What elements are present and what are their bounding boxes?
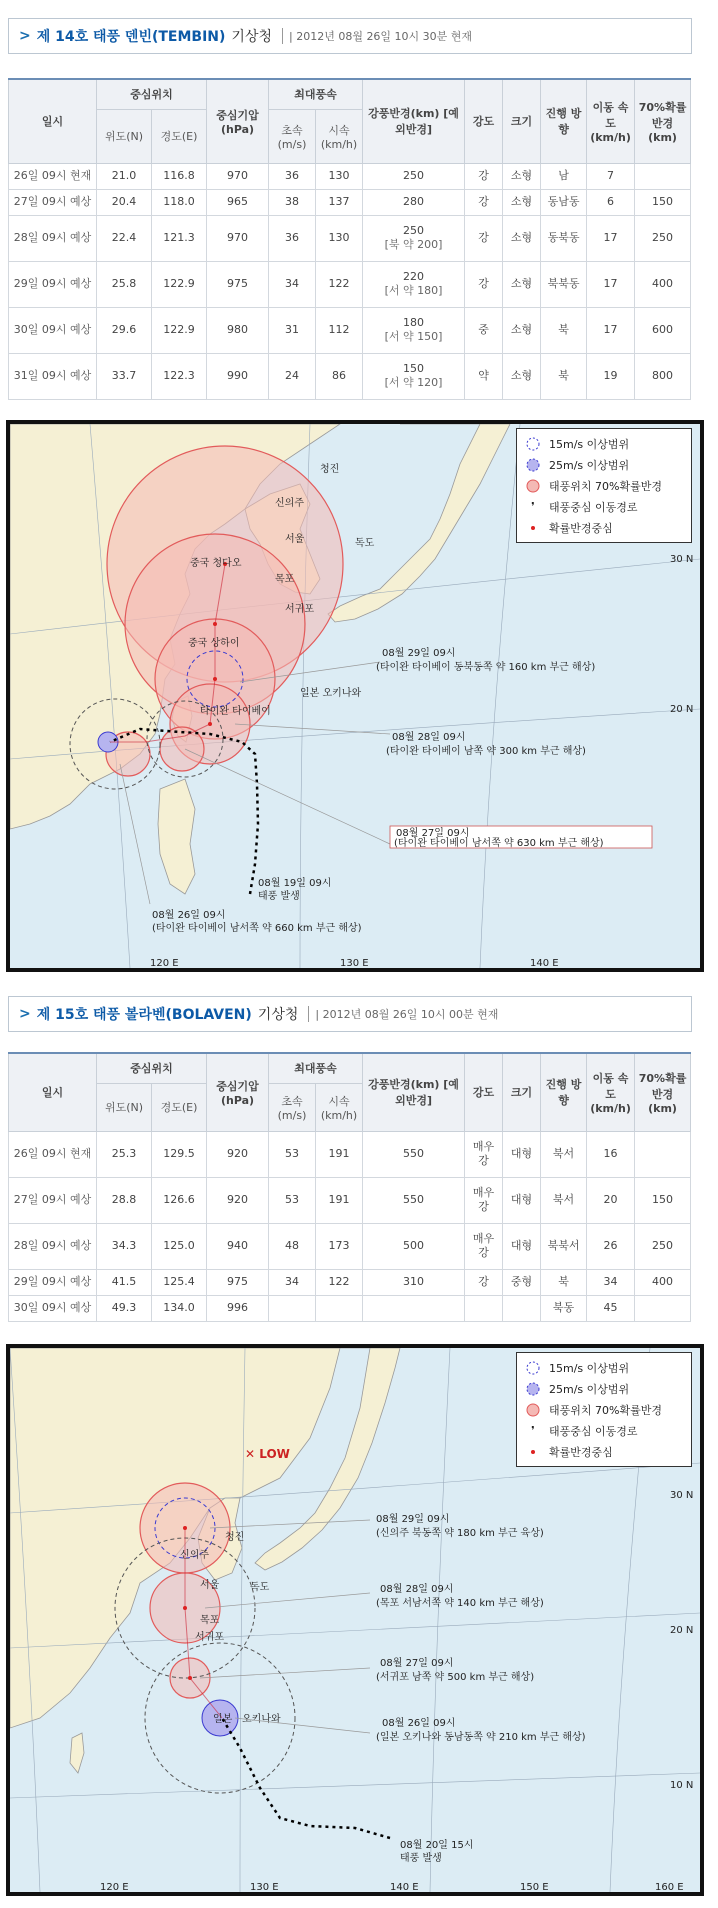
header-maxwind: 최대풍속 [269,1053,363,1083]
table-cell: 220 [서 약 180] [363,261,465,307]
map2-legend [516,1352,692,1467]
legend-r15: 15m/s 이상범위 [523,1357,685,1378]
header-direction: 진행 방향 [541,1053,587,1131]
table-cell: 17 [587,261,635,307]
title-arrow-icon: > [19,1006,31,1022]
section2-time: | 2012년 08월 26일 10시 00분 현재 [308,1006,498,1022]
ann-28-time: 08월 28일 09시 [392,732,466,743]
table-cell: 북동 [541,1295,587,1321]
table-cell: 118.0 [152,189,207,215]
table-cell: 800 [635,353,691,399]
legend-prob: 태풍위치 70%확률반경 [523,475,685,496]
grid-lon130: 130 E [250,1882,279,1892]
table-cell: 86 [316,353,363,399]
table-cell: 126.6 [152,1177,207,1223]
ann-28-desc: (목포 서남서쪽 약 140 km 부근 해상) [376,1598,544,1609]
table-cell: 30일 09시 예상 [9,307,97,353]
table-cell: 250 [635,215,691,261]
table-cell: 매우 강 [465,1177,503,1223]
table-cell: 강 [465,261,503,307]
grid-lat20: 20 N [670,704,694,715]
ann-27-desc: (타이완 타이베이 남서쪽 약 630 km 부근 해상) [394,838,604,849]
table-cell: 북서 [541,1131,587,1177]
table-cell: 29.6 [97,307,152,353]
ann-26-desc: (일본 오키나와 동남동쪽 약 210 km 부근 해상) [376,1732,586,1743]
header-lat: 위도(N) [97,1083,152,1131]
table-cell: 49.3 [97,1295,152,1321]
table-row [9,215,691,261]
ann-20-time: 08월 20일 15시 [400,1840,474,1851]
table-cell: 125.0 [152,1223,207,1269]
table-cell: 400 [635,261,691,307]
table-cell: 36 [269,163,316,189]
table-cell: 21.0 [97,163,152,189]
table-row [9,1223,691,1269]
label-seoul: 서울 [200,1580,220,1591]
table-cell: 24 [269,353,316,399]
table-cell: 112 [316,307,363,353]
bolaven-map [6,1344,704,1896]
legend-prob: 태풍위치 70%확률반경 [523,1399,685,1420]
ann-28-desc: (타이완 타이베이 남쪽 약 300 km 부근 해상) [386,746,586,757]
header-lat: 위도(N) [97,109,152,163]
table-cell: 강 [465,163,503,189]
grid-lon150: 150 E [520,1882,549,1892]
label-qingdao: 중국 청다오 [190,558,242,569]
table-cell: 122 [316,261,363,307]
grid-lon140: 140 E [530,958,559,968]
table-cell: 970 [207,215,269,261]
grid-lon140: 140 E [390,1882,419,1892]
grid-lon160: 160 E [655,1882,684,1892]
header-ms: 초속 (m/s) [269,1083,316,1131]
table-cell: 북 [541,353,587,399]
table-cell: 130 [316,215,363,261]
table-cell: 북 [541,307,587,353]
table-row [9,1295,691,1321]
table-row [9,353,691,399]
table-cell: 20.4 [97,189,152,215]
table-cell: 20 [587,1177,635,1223]
table-cell [465,1295,503,1321]
header-ms: 초속 (m/s) [269,109,316,163]
table-cell: 191 [316,1177,363,1223]
table-cell: 대형 [503,1223,541,1269]
table-cell: 19 [587,353,635,399]
table-cell: 550 [363,1131,465,1177]
table-cell: 소형 [503,215,541,261]
table-cell: 150 [서 약 120] [363,353,465,399]
table-row [9,1269,691,1295]
table-cell: 550 [363,1177,465,1223]
header-lon: 경도(E) [152,109,207,163]
legend-track: ❜ 태풍중심 이동경로 [523,1420,685,1441]
grid-lon120: 120 E [150,958,179,968]
table-cell: 중형 [503,1269,541,1295]
table-cell [316,1295,363,1321]
table-cell: 16 [587,1131,635,1177]
table-cell: 130 [316,163,363,189]
table-cell: 53 [269,1177,316,1223]
tembin-table [8,78,691,400]
header-prob: 70%확률 반경 (km) [635,79,691,163]
table-row [9,189,691,215]
table-row [9,1177,691,1223]
table-cell: 북북서 [541,1223,587,1269]
table-cell: 25.8 [97,261,152,307]
section2-source: 기상청 [257,1007,299,1023]
typhoon-symbol-icon: ❜ [531,500,535,513]
table-cell: 280 [363,189,465,215]
section1-title-bar [8,18,692,54]
table-cell: 매우 강 [465,1223,503,1269]
table-cell: 북북동 [541,261,587,307]
label-mokpo: 목포 [200,1615,220,1626]
label-dokdo: 독도 [355,538,375,549]
table-cell: 33.7 [97,353,152,399]
table-cell: 137 [316,189,363,215]
header-radius: 강풍반경(km) [예외반경] [363,79,465,163]
table-cell: 116.8 [152,163,207,189]
table-cell: 121.3 [152,215,207,261]
table-cell: 45 [587,1295,635,1321]
table-cell: 27일 09시 예상 [9,189,97,215]
header-pressure: 중심기압 (hPa) [207,1053,269,1131]
table-cell: 53 [269,1131,316,1177]
ann-26-time: 08월 26일 09시 [382,1718,456,1729]
table-cell [503,1295,541,1321]
ann-29-desc: (타이완 타이베이 동북동쪽 약 160 km 부근 해상) [376,662,596,673]
header-kmh: 시속 (km/h) [316,1083,363,1131]
table-cell: 122 [316,1269,363,1295]
table-cell: 990 [207,353,269,399]
table-cell: 강 [465,189,503,215]
label-shanghai: 중국 상하이 [188,638,240,649]
section2-title: 제 15호 태풍 볼라벤(BOLAVEN) [36,1007,252,1023]
title-arrow-icon: > [19,28,31,44]
table-cell: 북서 [541,1177,587,1223]
table-cell: 500 [363,1223,465,1269]
table-cell [635,1131,691,1177]
header-prob: 70%확률 반경 (km) [635,1053,691,1131]
table-cell: 150 [635,189,691,215]
label-seogwipo: 서귀포 [285,604,314,615]
header-date: 일시 [9,1053,97,1131]
table-cell: 약 [465,353,503,399]
grid-lon120: 120 E [100,1882,129,1892]
table-cell: 31일 09시 예상 [9,353,97,399]
ann-27-time: 08월 27일 09시 [396,828,470,839]
table-cell: 980 [207,307,269,353]
table-cell: 29일 09시 예상 [9,1269,97,1295]
table-cell: 970 [207,163,269,189]
table-cell: 소형 [503,163,541,189]
table-cell: 26일 09시 현재 [9,1131,97,1177]
table-cell [269,1295,316,1321]
label-sinuiju: 신의주 [275,498,304,509]
header-maxwind: 최대풍속 [269,79,363,109]
table-cell: 975 [207,1269,269,1295]
label-dokdo: 독도 [250,1582,270,1593]
grid-lat30: 30 N [670,554,694,565]
table-cell: 173 [316,1223,363,1269]
legend-center: 확률반경중심 [523,517,685,538]
table-cell: 동남동 [541,189,587,215]
section2-title-bar [8,996,692,1032]
grid-lat30: 30 N [670,1490,694,1501]
table-cell: 48 [269,1223,316,1269]
grid-lat10: 10 N [670,1780,694,1791]
header-radius: 강풍반경(km) [예외반경] [363,1053,465,1131]
section1-title: 제 14호 태풍 덴빈(TEMBIN) [36,29,226,45]
table-row [9,163,691,189]
table-cell: 600 [635,307,691,353]
table-cell: 122.9 [152,307,207,353]
header-date: 일시 [9,79,97,163]
ann-19-desc: 태풍 발생 [258,891,300,902]
typhoon-symbol-icon: ❜ [531,1424,535,1437]
label-cheongjin: 청진 [320,464,340,475]
label-seogwipo: 서귀포 [195,1632,224,1643]
ann-19-time: 08월 19일 09시 [258,878,332,889]
low-label: ✕ LOW [245,1447,290,1461]
table-cell: 17 [587,215,635,261]
table-cell: 250 [363,163,465,189]
grid-lon130: 130 E [340,958,369,968]
table-cell: 38 [269,189,316,215]
table-cell: 134.0 [152,1295,207,1321]
table-cell: 북 [541,1269,587,1295]
header-speed: 이동 속도 (km/h) [587,1053,635,1131]
table-cell: 34 [269,1269,316,1295]
table-cell: 129.5 [152,1131,207,1177]
section1-source: 기상청 [231,29,272,45]
table-cell: 31 [269,307,316,353]
label-okinawa: 오키나와 [242,1714,281,1725]
map1-legend [516,428,692,543]
label-okinawa: 일본 오키나와 [300,688,362,699]
table-cell: 28일 09시 예상 [9,215,97,261]
label-sinuiju: 신의주 [180,1550,209,1561]
grid-lat20: 20 N [670,1625,694,1636]
table-cell: 125.4 [152,1269,207,1295]
header-size: 크기 [503,79,541,163]
table-cell: 강 [465,1269,503,1295]
table-cell: 소형 [503,307,541,353]
ann-20-desc: 태풍 발생 [400,1853,442,1864]
table-cell [635,1295,691,1321]
header-speed: 이동 속도 (km/h) [587,79,635,163]
table-cell: 41.5 [97,1269,152,1295]
ann-26-time: 08월 26일 09시 [152,910,226,921]
table-cell: 191 [316,1131,363,1177]
table-cell: 30일 09시 예상 [9,1295,97,1321]
tembin-map [6,420,704,972]
table-row [9,1131,691,1177]
table-cell: 소형 [503,353,541,399]
table-cell: 25.3 [97,1131,152,1177]
section1-time: | 2012년 08월 26일 10시 30분 현재 [282,28,472,44]
ann-27-time: 08월 27일 09시 [380,1658,454,1669]
table-cell: 180 [서 약 150] [363,307,465,353]
ann-29-time: 08월 29일 09시 [376,1514,450,1525]
table-cell: 29일 09시 예상 [9,261,97,307]
table-cell: 150 [635,1177,691,1223]
table-cell: 27일 09시 예상 [9,1177,97,1223]
header-strength: 강도 [465,1053,503,1131]
table-cell: 대형 [503,1131,541,1177]
table-cell: 400 [635,1269,691,1295]
ann-28-time: 08월 28일 09시 [380,1584,454,1595]
table-cell: 920 [207,1177,269,1223]
table-row [9,307,691,353]
table-cell: 남 [541,163,587,189]
ann-27-desc: (서귀포 남쪽 약 500 km 부근 해상) [376,1672,535,1683]
header-size: 크기 [503,1053,541,1131]
header-direction: 진행 방향 [541,79,587,163]
table-cell: 중 [465,307,503,353]
table-cell: 소형 [503,261,541,307]
table-cell: 250 [북 약 200] [363,215,465,261]
header-kmh: 시속 (km/h) [316,109,363,163]
header-pressure: 중심기압 (hPa) [207,79,269,163]
table-cell: 34 [269,261,316,307]
table-cell: 22.4 [97,215,152,261]
table-cell: 17 [587,307,635,353]
table-cell: 310 [363,1269,465,1295]
table-cell: 122.3 [152,353,207,399]
bolaven-table [8,1052,691,1322]
table-cell: 920 [207,1131,269,1177]
table-cell [363,1295,465,1321]
ann-29-time: 08월 29일 09시 [382,648,456,659]
table-cell: 매우 강 [465,1131,503,1177]
header-strength: 강도 [465,79,503,163]
table-cell: 28일 09시 예상 [9,1223,97,1269]
legend-r25: 25m/s 이상범위 [523,454,685,475]
legend-track: ❜ 태풍중심 이동경로 [523,496,685,517]
ann-29-desc: (신의주 북동쪽 약 180 km 부근 육상) [376,1528,544,1539]
table-cell: 996 [207,1295,269,1321]
table-cell: 26 [587,1223,635,1269]
table-cell: 34.3 [97,1223,152,1269]
header-center: 중심위치 [97,1053,207,1083]
table-cell [635,163,691,189]
header-lon: 경도(E) [152,1083,207,1131]
table-cell: 965 [207,189,269,215]
label-japan: 일본 [213,1714,233,1725]
legend-r25: 25m/s 이상범위 [523,1378,685,1399]
header-center: 중심위치 [97,79,207,109]
label-cheongjin: 청진 [225,1532,245,1543]
label-taipei: 타이완 타이베이 [200,706,271,717]
table-cell: 6 [587,189,635,215]
table-cell: 강 [465,215,503,261]
ann-26-desc: (타이완 타이베이 남서쪽 약 660 km 부근 해상) [152,923,362,934]
legend-r15: 15m/s 이상범위 [523,433,685,454]
label-seoul: 서울 [285,534,305,545]
table-cell: 122.9 [152,261,207,307]
table-cell: 동북동 [541,215,587,261]
table-cell: 975 [207,261,269,307]
legend-center: 확률반경중심 [523,1441,685,1462]
table-cell: 7 [587,163,635,189]
table-cell: 940 [207,1223,269,1269]
table-cell: 36 [269,215,316,261]
table-cell: 34 [587,1269,635,1295]
table-cell: 26일 09시 현재 [9,163,97,189]
label-mokpo: 목포 [275,574,295,585]
table-cell: 소형 [503,189,541,215]
table-cell: 대형 [503,1177,541,1223]
table-row [9,261,691,307]
table-cell: 28.8 [97,1177,152,1223]
table-cell: 250 [635,1223,691,1269]
